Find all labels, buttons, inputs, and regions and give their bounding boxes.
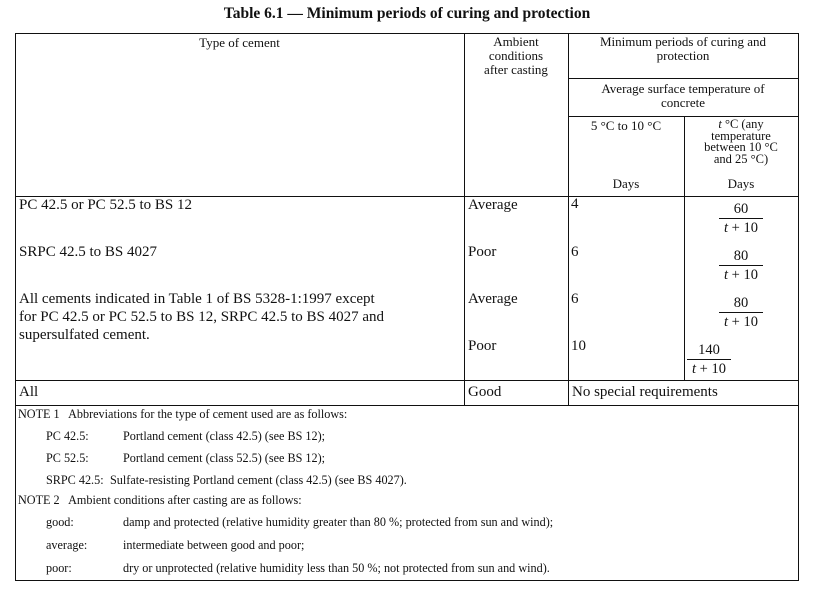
header-avg-surface-temp: Average surface temperature of concrete bbox=[601, 81, 765, 110]
note1-desc-pc525: Portland cement (class 52.5) (see BS 12); bbox=[123, 451, 326, 465]
row5-condition: Good bbox=[468, 384, 502, 400]
note1-desc-srpc: Sulfate-resisting Portland cement (class 42.5) (see BS 4027). bbox=[110, 473, 407, 487]
table-border-right bbox=[798, 33, 799, 581]
note1-abbr-pc425: PC 42.5: bbox=[46, 429, 89, 443]
row4-condition: Poor bbox=[468, 338, 497, 354]
note2-desc-good: damp and protected (relative humidity greater than 80 %; protected from sun and wind); bbox=[123, 515, 554, 529]
header-ambient-conditions: Ambient conditions after casting bbox=[484, 34, 548, 77]
row2-days: 6 bbox=[571, 244, 579, 260]
row3-days: 6 bbox=[571, 291, 579, 307]
row4-fraction: 140 t + 10 bbox=[667, 341, 751, 378]
header-type-of-cement: Type of cement bbox=[199, 35, 280, 50]
row3-condition: Average bbox=[468, 291, 518, 307]
note2-abbr-average: average: bbox=[46, 538, 88, 552]
row3-fraction: 80 t + 10 bbox=[701, 294, 781, 331]
header-temp-5-10: 5 °C to 10 °C bbox=[590, 118, 662, 133]
row1-condition: Average bbox=[468, 197, 518, 213]
note1-desc-pc425: Portland cement (class 42.5) (see BS 12); bbox=[123, 429, 326, 443]
row5-no-special: No special requirements bbox=[572, 384, 718, 400]
note2-abbr-good: good: bbox=[46, 515, 74, 529]
note-1: NOTE 1 Abbreviations for the type of cement used are as follows: bbox=[18, 407, 348, 421]
col-divider-1 bbox=[464, 33, 465, 405]
table-border-left bbox=[15, 33, 16, 581]
note2-desc-poor: dry or unprotected (relative humidity less than 50 %; not protected from sun and wind). bbox=[123, 561, 550, 575]
row-divider-header1 bbox=[568, 78, 798, 79]
row1-fraction: 60 t + 10 bbox=[701, 200, 781, 237]
row3-cement: All cements indicated in Table 1 of BS 5328-1:1997 except for PC 42.5 or PC 52.5 to BS 12, SRPC 42.5 to BS 4027 and supersulfated cement. bbox=[19, 291, 385, 343]
row-divider-notes bbox=[15, 405, 799, 406]
row1-cement: PC 42.5 or PC 52.5 to BS 12 bbox=[19, 197, 192, 213]
row5-cement: All bbox=[19, 384, 39, 400]
table-title: Table 6.1 — Minimum periods of curing and protection bbox=[223, 5, 591, 22]
note-2: NOTE 2 Ambient conditions after casting are as follows: bbox=[18, 493, 302, 507]
row4-days: 10 bbox=[571, 338, 586, 354]
note2-desc-average: intermediate between good and poor; bbox=[123, 538, 305, 552]
row2-condition: Poor bbox=[468, 244, 497, 260]
header-minimum-periods: Minimum periods of curing and protection bbox=[599, 34, 767, 63]
row1-days: 4 bbox=[571, 196, 579, 212]
note2-abbr-poor: poor: bbox=[46, 561, 72, 575]
table-border-bottom bbox=[15, 580, 799, 581]
note1-abbr-pc525: PC 52.5: bbox=[46, 451, 89, 465]
header-days-2: Days bbox=[727, 176, 755, 191]
row-divider-all bbox=[15, 380, 799, 381]
row2-fraction: 80 t + 10 bbox=[701, 247, 781, 284]
row2-cement: SRPC 42.5 to BS 4027 bbox=[19, 244, 157, 260]
header-days-1: Days bbox=[612, 176, 640, 191]
header-temp-any: t °C (any temperature between 10 °C and 25 °C) bbox=[704, 117, 778, 166]
note1-abbr-srpc: SRPC 42.5: bbox=[46, 473, 104, 487]
